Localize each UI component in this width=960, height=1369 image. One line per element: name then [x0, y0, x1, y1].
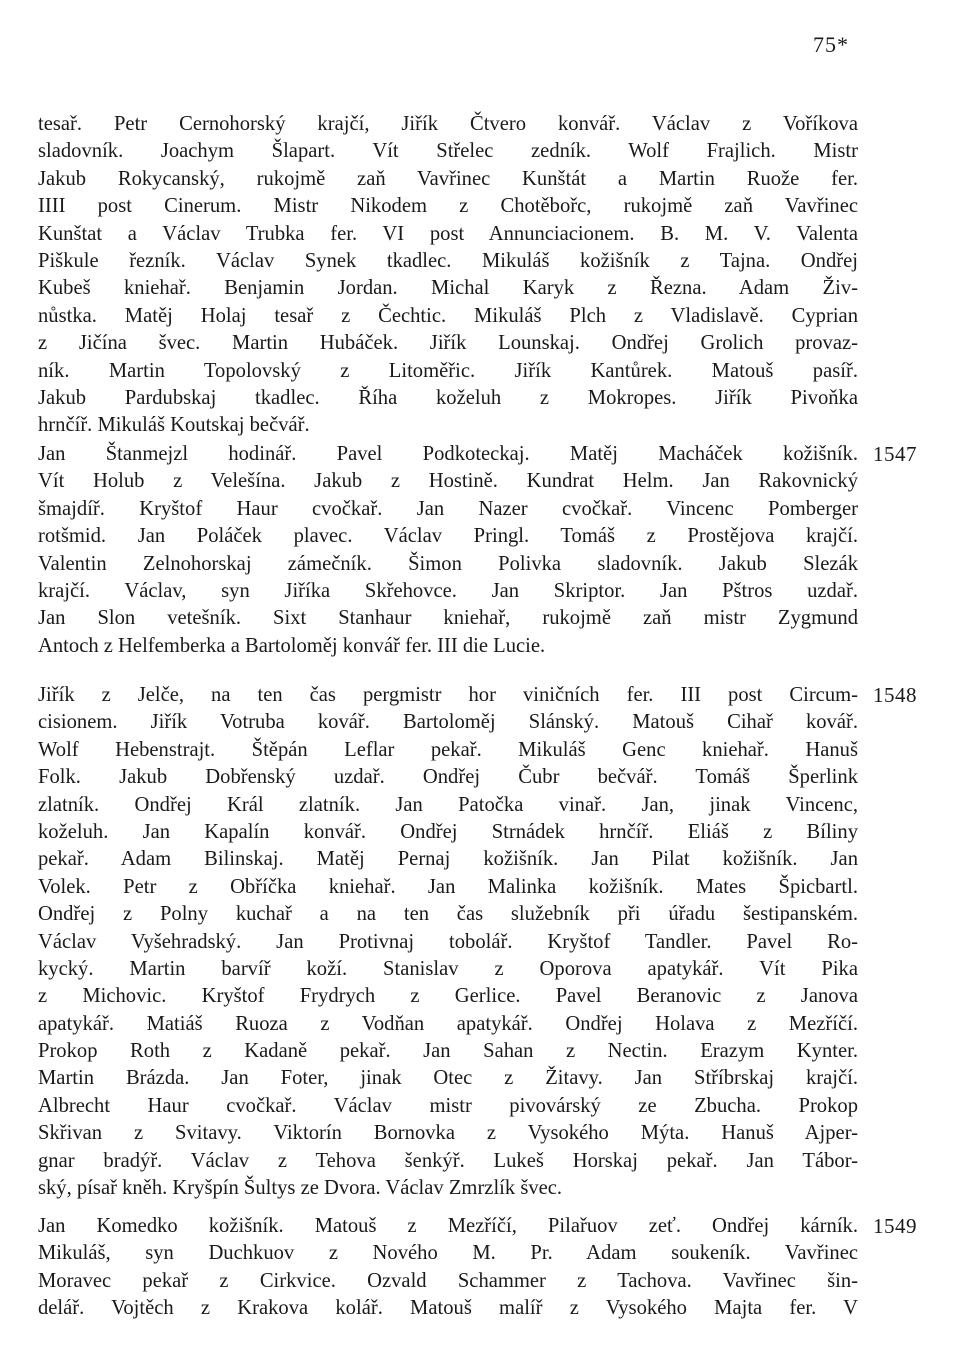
- entry-block: [38, 441, 858, 660]
- text-line: Jakub Rokycanský, rukojmě zaň Vavřinec Kunštát a Martin Ruože fer.: [38, 167, 858, 190]
- text-line: tesař. Petr Cernohorský krajčí, Jiřík Čtvero konvář. Václav z Voříkova: [38, 113, 858, 135]
- text-line: Jan Komedko kožišník. Matouš z Mezříčí, Pilařuov zeť. Ondřej kárník.: [38, 1215, 858, 1237]
- text-line: Ondřej z Polny kuchař a na ten čas služebník při úřadu šestipanském.: [38, 903, 858, 926]
- year-marker: 1549: [873, 1214, 917, 1238]
- text-line: koželuh. Jan Kapalín konvář. Ondřej Strnádek hrnčíř. Eliáš z Bíliny: [38, 820, 858, 843]
- text-line: Prokop Roth z Kadaně pekař. Jan Sahan z Nectin. Erazym Kynter.: [38, 1040, 858, 1063]
- text-line: Martin Brázda. Jan Foter, jinak Otec z Žitavy. Jan Stříbrskaj krajčí.: [38, 1067, 858, 1090]
- text-line: šmajdíř. Kryštof Haur cvočkař. Jan Nazer cvočkař. Vincenc Pomberger: [38, 497, 858, 520]
- entry-block: [38, 1213, 858, 1323]
- entry-block: [38, 682, 858, 1202]
- text-line: Albrecht Haur cvočkař. Václav mistr pivovárský ze Zbucha. Prokop: [38, 1094, 858, 1117]
- text-line: Vít Holub z Velešína. Jakub z Hostině. Kundrat Helm. Jan Rakovnický: [38, 470, 858, 493]
- text-line: rotšmid. Jan Poláček plavec. Václav Pringl. Tomáš z Prostějova krajčí.: [38, 525, 858, 548]
- text-line: ník. Martin Topolovský z Litoměřic. Jiřík Kantůrek. Matouš pasíř.: [38, 359, 858, 382]
- text-line: Antoch z Helfemberka a Bartoloměj konvář fer. III die Lucie.: [38, 634, 546, 657]
- text-line: zlatník. Ondřej Král zlatník. Jan Patočka vinař. Jan, jinak Vincenc,: [38, 793, 858, 816]
- text-line: Jan Štanmejzl hodinář. Pavel Podkoteckaj. Matěj Macháček kožišník.: [38, 443, 858, 465]
- text-line: Folk. Jakub Dobřenský uzdař. Ondřej Čubr bečvář. Tomáš Šperlink: [38, 766, 858, 789]
- year-marker: 1548: [873, 683, 917, 707]
- text-line: Václav Vyšehradský. Jan Protivnaj tobolář. Kryštof Tandler. Pavel Ro-: [38, 930, 858, 953]
- text-line: krajčí. Václav, syn Jiříka Skřehovce. Jan Skriptor. Jan Pštros uzdař.: [38, 579, 858, 602]
- text-line: Kubeš kniehař. Benjamin Jordan. Michal Karyk z Řezna. Adam Živ-: [38, 277, 858, 300]
- text-line: pekař. Adam Bilinskaj. Matěj Pernaj kožišník. Jan Pilat kožišník. Jan: [38, 848, 858, 871]
- text-line: Wolf Hebenstrajt. Štěpán Leflar pekař. Mikuláš Genc kniehař. Hanuš: [38, 738, 858, 761]
- text-line: Volek. Petr z Obříčka kniehař. Jan Malinka kožišník. Mates Špicbartl.: [38, 875, 858, 898]
- text-line: ský, písař kněh. Kryšpín Šultys ze Dvora. Václav Zmrzlík švec.: [38, 1177, 563, 1200]
- text-line: z Jičína švec. Martin Hubáček. Jiřík Lounskaj. Ondřej Grolich provaz-: [38, 332, 858, 355]
- text-line: Jan Slon vetešník. Sixt Stanhaur kniehař, rukojmě zaň mistr Zygmund: [38, 607, 858, 630]
- text-line: Valentin Zelnohorskaj zámečník. Šimon Polivka sladovník. Jakub Slezák: [38, 552, 858, 575]
- text-line: gnar bradýř. Václav z Tehova šenkýř. Lukeš Horskaj pekař. Jan Tábor-: [38, 1149, 858, 1172]
- text-line: kycký. Martin barvíř koží. Stanislav z Oporova apatykář. Vít Pika: [38, 957, 858, 980]
- text-line: Piškule řezník. Václav Synek tkadlec. Mikuláš kožišník z Tajna. Ondřej: [38, 249, 858, 272]
- text-line: nůstka. Matěj Holaj tesař z Čechtic. Mikuláš Plch z Vladislavě. Cyprian: [38, 304, 858, 327]
- text-line: hrnčíř. Mikuláš Koutskaj bečvář.: [38, 414, 310, 437]
- page-number: 75*: [813, 32, 849, 57]
- text-line: IIII post Cinerum. Mistr Nikodem z Chotěbořc, rukojmě zaň Vavřinec: [38, 195, 858, 218]
- entry-block: [38, 111, 858, 440]
- text-line: apatykář. Matiáš Ruoza z Vodňan apatykář. Ondřej Holava z Mezříčí.: [38, 1012, 858, 1035]
- text-line: cisionem. Jiřík Votruba kovář. Bartoloměj Slánský. Matouš Cihař kovář.: [38, 711, 858, 734]
- text-line: Jiřík z Jelče, na ten čas pergmistr hor viničních fer. III post Circum-: [38, 684, 858, 706]
- text-line: sladovník. Joachym Šlapart. Vít Střelec zedník. Wolf Frajlich. Mistr: [38, 140, 858, 163]
- text-line: Kunštat a Václav Trubka fer. VI post Annunciacionem. B. M. V. Valenta: [38, 222, 858, 245]
- text-line: Mikuláš, syn Duchkuov z Nového M. Pr. Adam soukeník. Vavřinec: [38, 1242, 858, 1265]
- text-line: Skřivan z Svitavy. Viktorín Bornovka z Vysokého Mýta. Hanuš Ajper-: [38, 1122, 858, 1145]
- text-line: Jakub Pardubskaj tkadlec. Říha koželuh z Mokropes. Jiřík Pivoňka: [38, 386, 858, 409]
- year-marker: 1547: [873, 442, 917, 466]
- text-line: Moravec pekař z Cirkvice. Ozvald Schammer z Tachova. Vavřinec šin-: [38, 1269, 858, 1292]
- text-line: z Michovic. Kryštof Frydrych z Gerlice. Pavel Beranovic z Janova: [38, 985, 858, 1008]
- text-line: delář. Vojtěch z Krakova kolář. Matouš malíř z Vysokého Majta fer. V: [38, 1297, 858, 1320]
